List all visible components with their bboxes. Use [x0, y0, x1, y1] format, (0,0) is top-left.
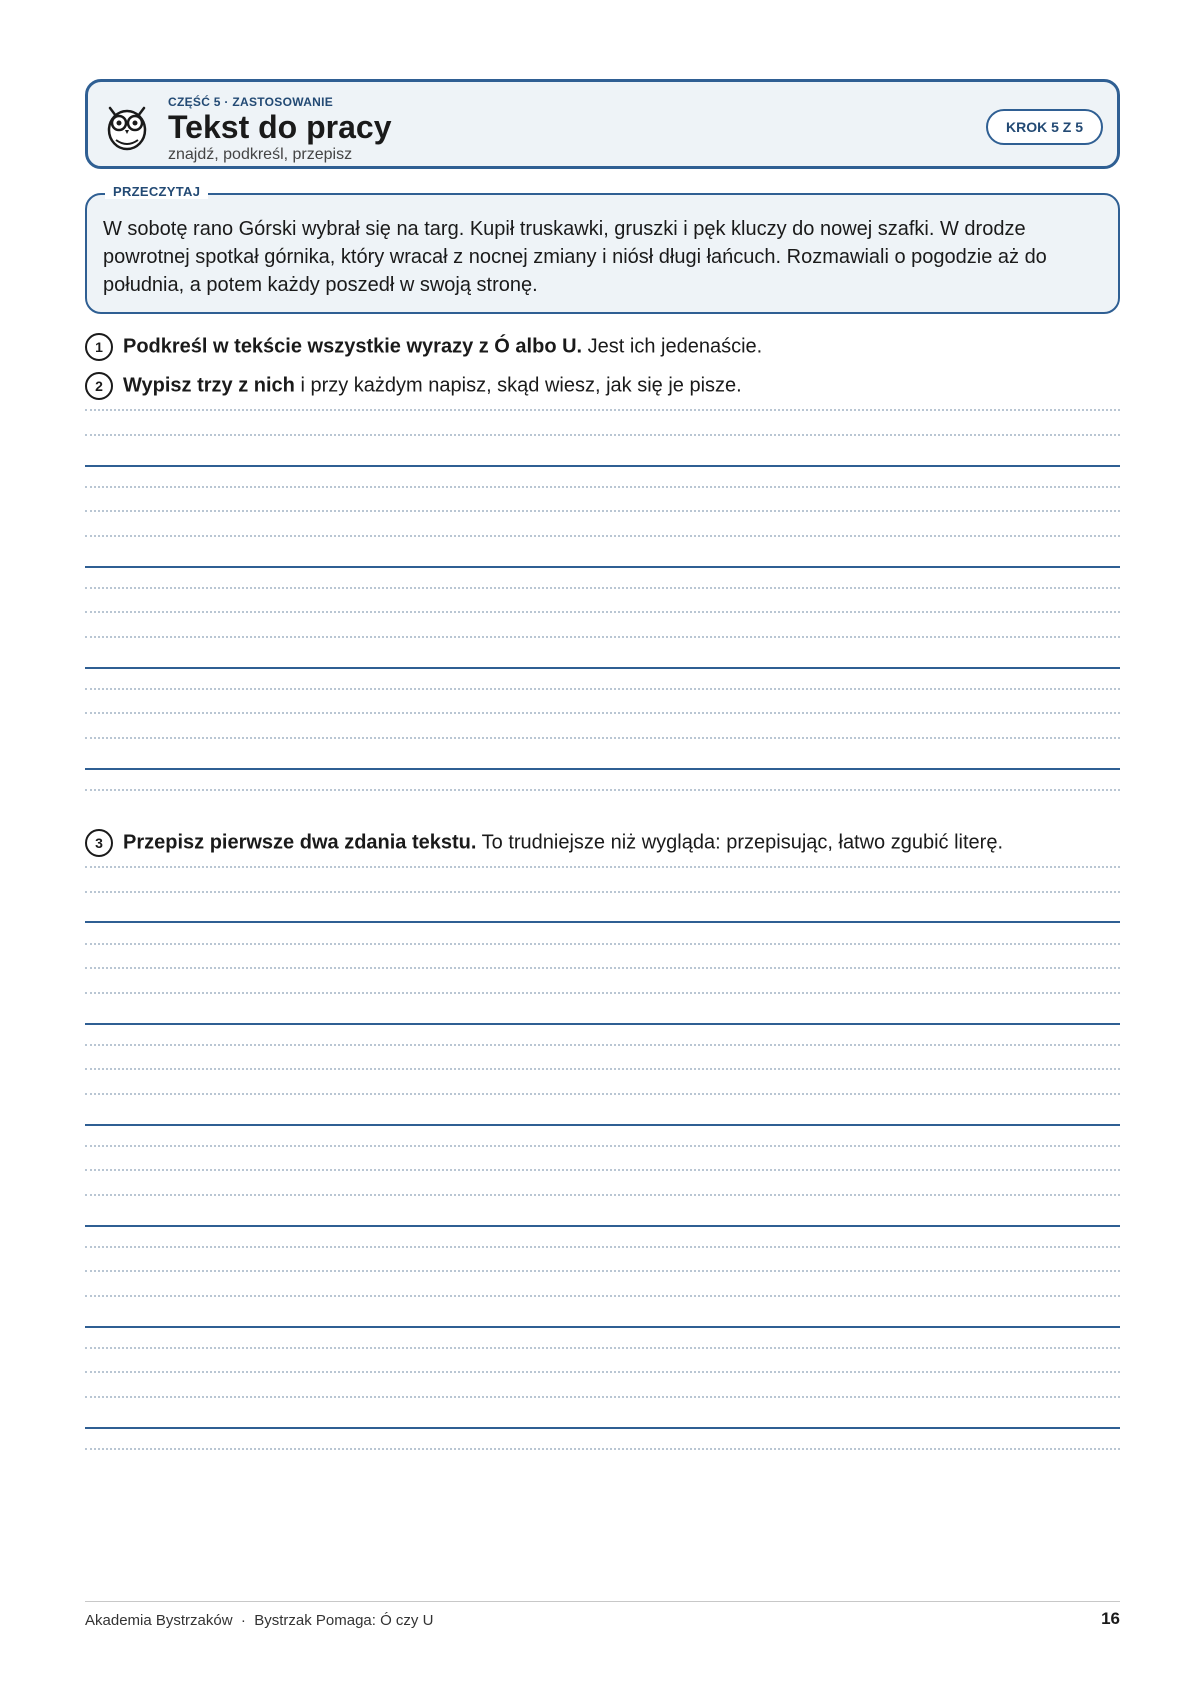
task-2 [85, 372, 742, 400]
reading-label: PRZECZYTAJ [105, 184, 208, 199]
header-panel [85, 79, 1120, 169]
page-title: Tekst do pracy [168, 109, 392, 145]
task-number: 3 [85, 829, 113, 857]
task-note: i przy każdym napisz, skąd wiesz, jak się je pisze. [294, 374, 742, 397]
page-number: 16 [1101, 1609, 1120, 1628]
owl-icon [104, 98, 150, 152]
task-instruction: Przepisz pierwsze dwa zdania tekstu. [123, 831, 477, 854]
task-note: To trudniejsze niż wygląda: przepisując, łatwo zgubić literę. [476, 831, 1004, 854]
footer-title: Akademia Bystrzaków · Bystrzak Pomaga: Ó czy U [85, 1612, 434, 1629]
task-instruction: Wypisz trzy z nich [123, 374, 295, 397]
task-3 [85, 829, 1003, 857]
task-number: 1 [85, 333, 113, 361]
task-instruction: Podkreśl w tekście wszystkie wyrazy z Ó albo U. [123, 335, 583, 358]
footer-divider [85, 1601, 1120, 1602]
task-number: 2 [85, 372, 113, 400]
page-subtitle: znajdź, podkreśl, przepisz [168, 146, 353, 163]
task-1 [85, 333, 762, 361]
step-badge: KROK 5 Z 5 [986, 109, 1103, 145]
task-note: Jest ich jedenaście. [582, 335, 763, 358]
reading-panel [85, 184, 1120, 314]
reading-text: W sobotę rano Górski wybrał się na targ. Kupił truskawki, gruszki i pęk kluczy do nowej szafki. W drodze powrotnej spotkał górnika, który wracał z nocnej zmiany i niósł długi łańcuch. Rozmawiali o pogodzie aż do południa, a potem każdy poszedł w swoją stronę. [103, 218, 1047, 296]
section-kicker: CZĘŚĆ 5 · ZASTOSOWANIE [168, 95, 334, 109]
